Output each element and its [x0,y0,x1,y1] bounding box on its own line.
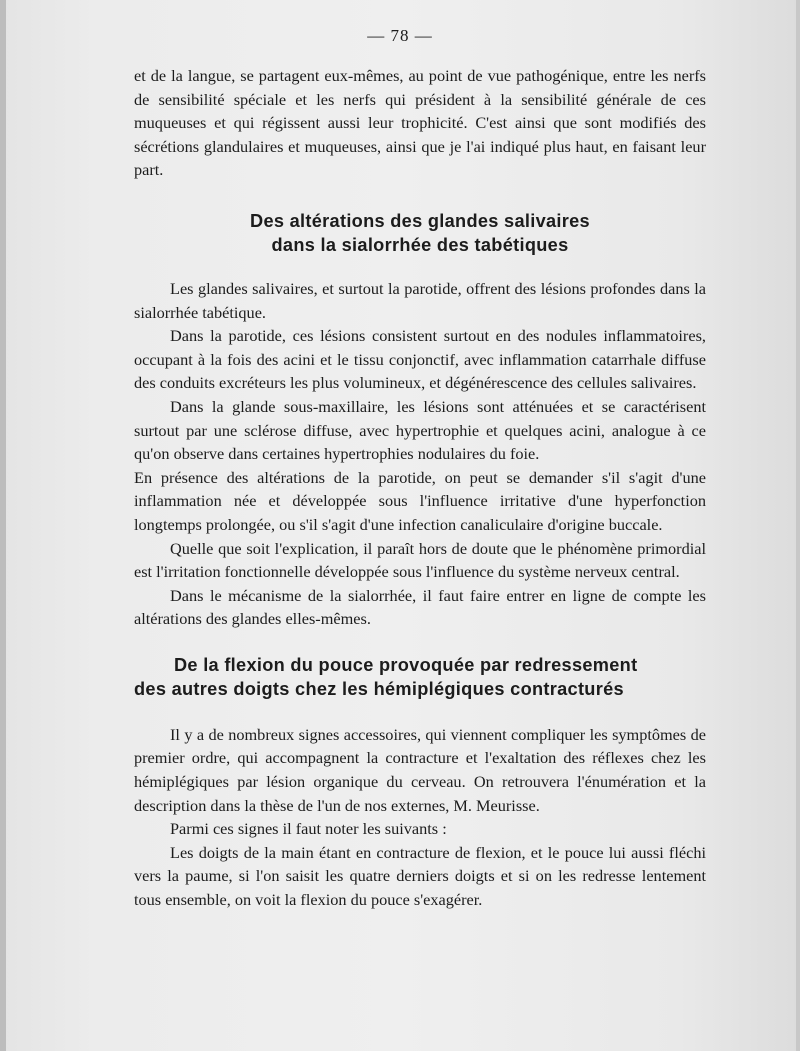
intro-paragraph: et de la langue, se partagent eux-mêmes, au point de vue pathogénique, entre les nerfs de sensibilité spéciale et les nerfs qui président à la sensibilité générale de ces muqueuses et qui régissent aussi leur trophicité. C'est ainsi que sont modifiés des sécrétions glandulaires et muqueuses, ainsi que je l'ai indiqué plus haut, en faisant leur part. [134,66,706,180]
body-paragraph: Les doigts de la main étant en contracture de flexion, et le pouce lui aussi fléchi vers la paume, si l'on saisit les quatre derniers doigts et si on les redresse lentement tous ensemble, on voit la flexion du pouce s'exagérer. [134,842,706,910]
section-heading-thumb-flexion [134,653,706,701]
body-paragraph: Les glandes salivaires, et surtout la parotide, offrent des lésions profondes dans la sialorrhée tabétique. [134,278,706,322]
section-heading-line: dans la sialorrhée des tabétiques [271,234,569,255]
page-number: — 78 — [367,26,433,45]
section-body-salivary-glands [134,277,706,631]
page-left-edge [0,0,6,1051]
body-paragraph: Parmi ces signes il faut noter les suivants : [170,819,447,839]
section-heading-line: De la flexion du pouce provoquée par redressement [174,654,638,675]
page-content [134,64,706,912]
body-paragraph: Quelle que soit l'explication, il paraît hors de doute que le phénomène primordial est l'irritation fonctionnelle développée sous l'influence du système nerveux central. [134,538,706,582]
section-heading-salivary-glands [134,209,706,257]
section-heading-line: Des altérations des glandes salivaires [250,210,590,231]
body-paragraph: Dans le mécanisme de la sialorrhée, il faut faire entrer en ligne de compte les altérations des glandes elles-mêmes. [134,585,706,629]
body-paragraph: En présence des altérations de la parotide, on peut se demander s'il s'agit d'une inflammation née et développée sous l'influence irritative d'une hyperfonction longtemps prolongée, ou s'il s'agit d'une infection canaliculaire d'origine buccale. [134,467,706,534]
body-paragraph: Dans la parotide, ces lésions consistent surtout en des nodules inflammatoires, occupant à la fois des acini et le tissu conjonctif, avec inflammation catarrhale diffuse des conduits excréteurs les plus volumineux, et dégénérescence des cellules salivaires. [134,326,706,393]
body-paragraph: Il y a de nombreux signes accessoires, qui viennent compliquer les symptômes de premier ordre, qui accompagnent la contracture et l'exaltation des réflexes chez les hémiplégiques par lésion organique du cerveau. On retrouvera l'énumération et la description dans la thèse de l'un de nos externes, M. Meurisse. [134,724,706,815]
section-heading-line: des autres doigts chez les hémiplégiques contracturés [134,678,624,699]
page-right-edge [796,0,800,1051]
section-body-thumb-flexion [134,723,706,912]
body-paragraph: Dans la glande sous-maxillaire, les lésions sont atténuées et se caractérisent surtout par une sclérose diffuse, avec hypertrophie et quelques acini, analogue à ce qu'on observe dans certaines hypertrophies nodulaires du foie. [134,396,706,464]
